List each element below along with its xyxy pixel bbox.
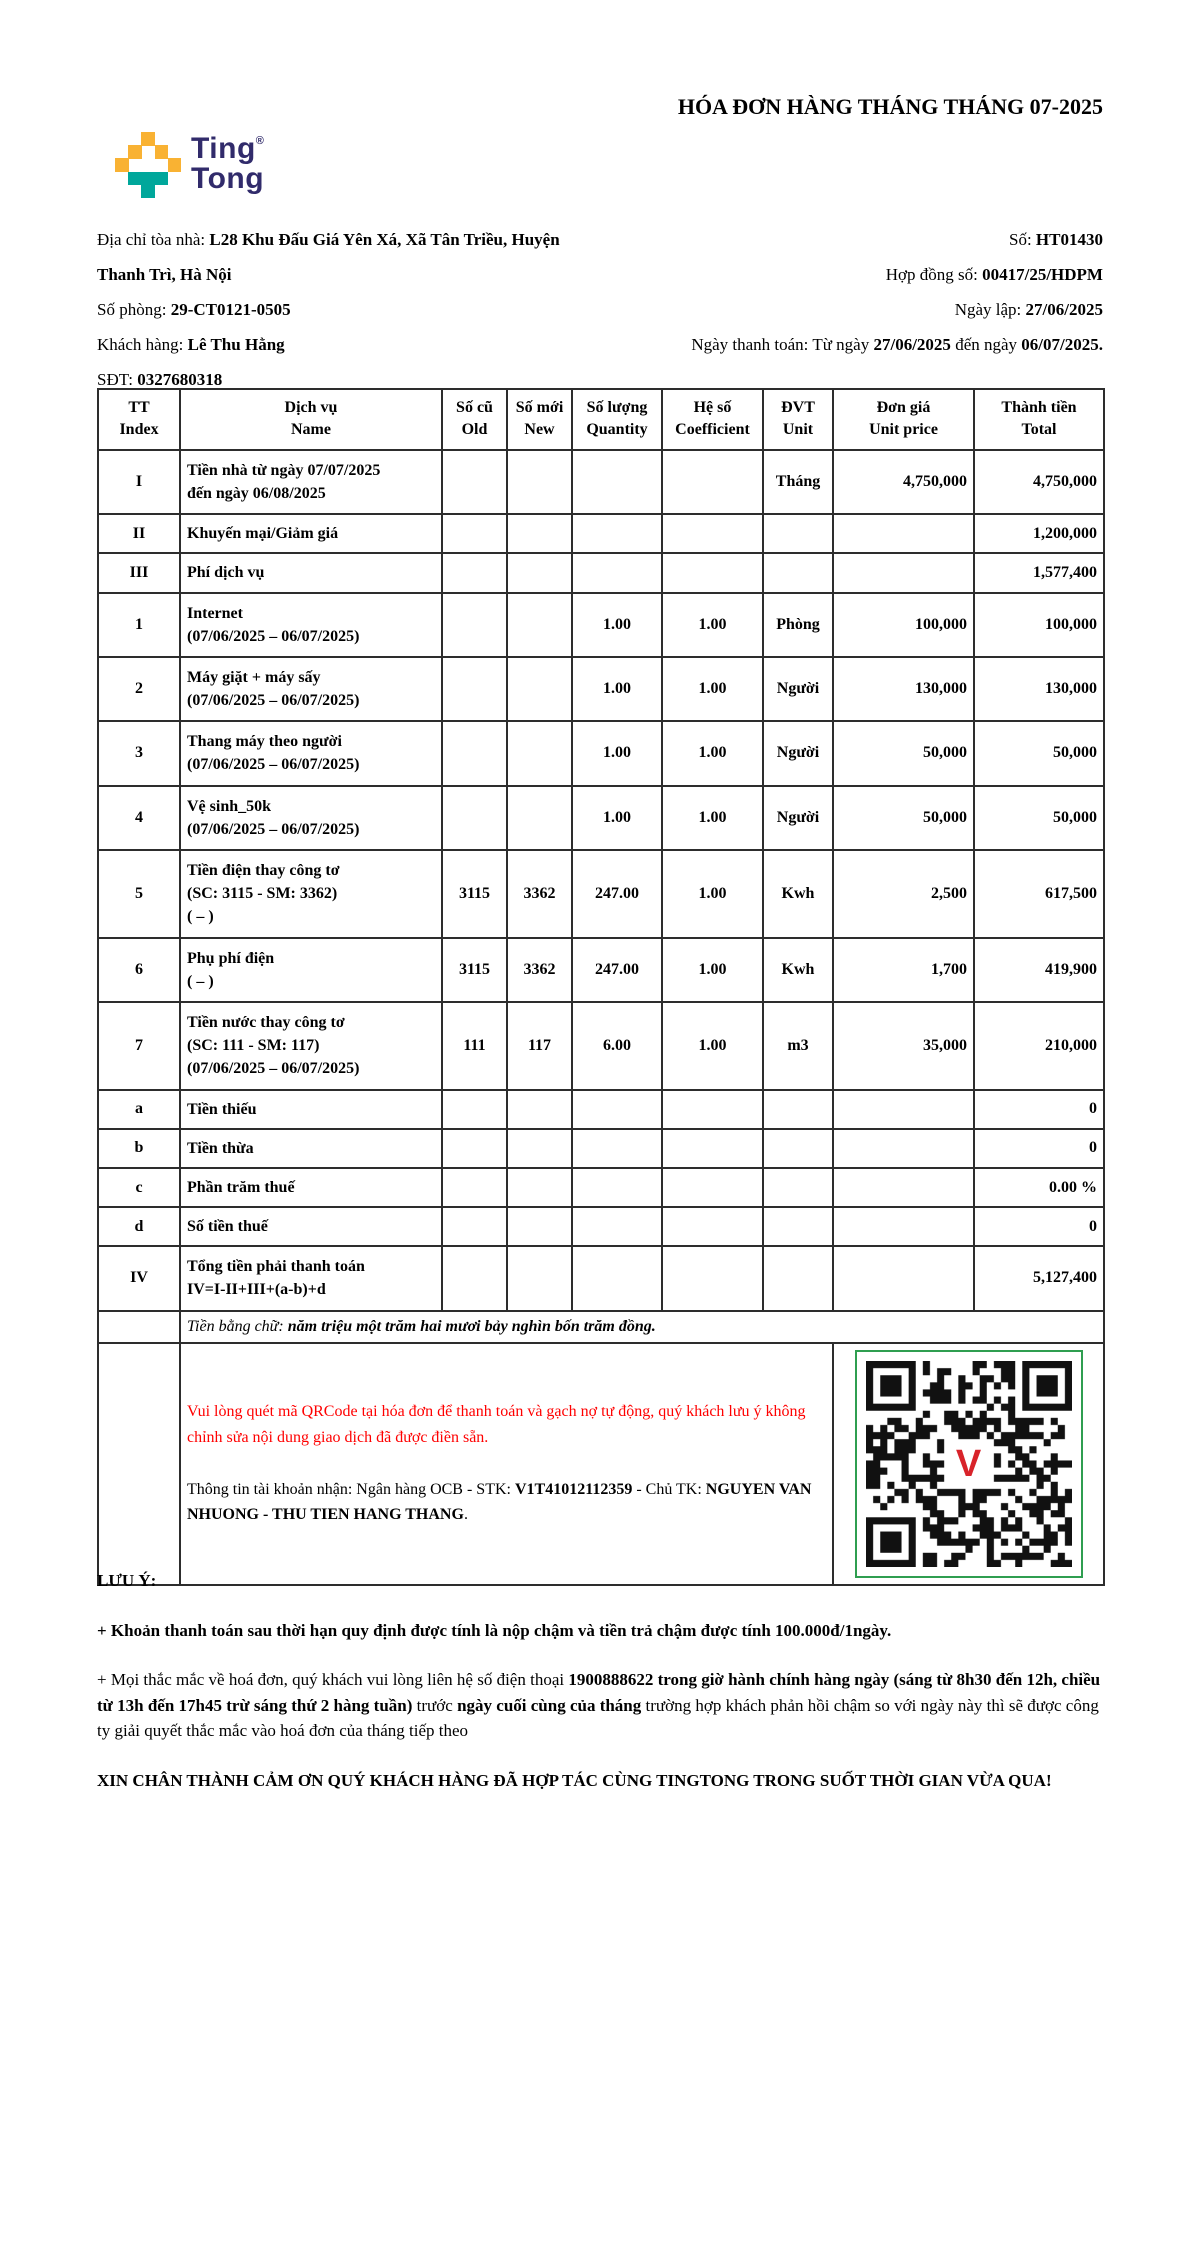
cell-unit: Phòng bbox=[763, 593, 833, 657]
payment-period: Ngày thanh toán: Từ ngày 27/06/2025 đến ngày 06/07/2025. bbox=[691, 335, 1103, 354]
cell-new bbox=[507, 1090, 572, 1129]
cell-price bbox=[833, 1129, 974, 1168]
invoice-table bbox=[97, 388, 1105, 1586]
invoice-table-rows bbox=[98, 450, 1104, 1311]
tingtong-logo-icon bbox=[115, 132, 181, 198]
issue-date: Ngày lập: 27/06/2025 bbox=[954, 300, 1103, 319]
cell-name: Tiền nhà từ ngày 07/07/2025 đến ngày 06/08/2025 bbox=[180, 450, 442, 514]
amount-in-words-label: Tiền bằng chữ: bbox=[187, 1317, 288, 1335]
table-row bbox=[98, 450, 1104, 514]
cell-name: Tổng tiền phải thanh toán IV=I-II+III+(a-b)+d bbox=[180, 1246, 442, 1310]
cell-name: Phần trăm thuế bbox=[180, 1168, 442, 1207]
table-row bbox=[98, 1090, 1104, 1129]
cell-unit bbox=[763, 553, 833, 592]
cell-price bbox=[833, 1246, 974, 1310]
cell-name: Máy giặt + máy sấy (07/06/2025 – 06/07/2025) bbox=[180, 657, 442, 721]
cell-name: Số tiền thuế bbox=[180, 1207, 442, 1246]
qr-instructions-cell bbox=[180, 1343, 833, 1585]
cell-tt: III bbox=[98, 553, 180, 592]
cell-name: Tiền thừa bbox=[180, 1129, 442, 1168]
column-header: ĐVT Unit bbox=[763, 389, 833, 450]
column-header: Thành tiền Total bbox=[974, 389, 1104, 450]
cell-coef bbox=[662, 1168, 763, 1207]
cell-old bbox=[442, 514, 507, 553]
cell-name: Tiền điện thay công tơ (SC: 3115 - SM: 3362) ( – ) bbox=[180, 850, 442, 938]
cell-tt: IV bbox=[98, 1246, 180, 1310]
cell-new: 3362 bbox=[507, 850, 572, 938]
qr-code-frame bbox=[855, 1350, 1083, 1578]
cell-qty bbox=[572, 1246, 662, 1310]
cell-new bbox=[507, 553, 572, 592]
table-header-row bbox=[98, 389, 1104, 450]
cell-qty bbox=[572, 514, 662, 553]
cell-coef: 1.00 bbox=[662, 657, 763, 721]
cell-total: 50,000 bbox=[974, 721, 1104, 785]
cell-old bbox=[442, 786, 507, 850]
column-header: Số lượng Quantity bbox=[572, 389, 662, 450]
cell-qty bbox=[572, 1207, 662, 1246]
cell-unit bbox=[763, 1168, 833, 1207]
cell-new bbox=[507, 1129, 572, 1168]
cell-name: Vệ sinh_50k (07/06/2025 – 06/07/2025) bbox=[180, 786, 442, 850]
cell-coef bbox=[662, 514, 763, 553]
cell-unit: Kwh bbox=[763, 938, 833, 1002]
cell-qty: 1.00 bbox=[572, 593, 662, 657]
building-address-line1: Địa chỉ tòa nhà: L28 Khu Đấu Giá Yên Xá, Xã Tân Triều, Huyện bbox=[97, 230, 560, 249]
thanks-message: XIN CHÂN THÀNH CẢM ƠN QUÝ KHÁCH HÀNG ĐÃ HỢP TÁC CÙNG TINGTONG TRONG SUỐT THỜI GIAN VỪA QUA! bbox=[97, 1770, 1052, 1790]
cell-old bbox=[442, 721, 507, 785]
cell-price: 2,500 bbox=[833, 850, 974, 938]
cell-new: 117 bbox=[507, 1002, 572, 1090]
cell-total: 130,000 bbox=[974, 657, 1104, 721]
cell-new bbox=[507, 1207, 572, 1246]
cell-coef bbox=[662, 1090, 763, 1129]
hotline-note: + Mọi thắc mắc về hoá đơn, quý khách vui lòng liên hệ số điện thoại 1900888622 trong giờ hành chính hàng ngày (sáng từ 8h30 đến 12h, chiều từ 13h đến 17h45 trừ sáng thứ 2 hàng tuần) trước ngày cuối cùng của tháng trường hợp khách phản hồi chậm so với ngày này thì sẽ được công ty giải quyết thắc mắc vào hoá đơn của tháng tiếp theo bbox=[97, 1670, 1105, 1740]
cell-qty bbox=[572, 450, 662, 514]
cell-tt: 3 bbox=[98, 721, 180, 785]
amount-in-words-row bbox=[98, 1311, 1104, 1343]
cell-coef bbox=[662, 1246, 763, 1310]
cell-new bbox=[507, 593, 572, 657]
logo-line1: Ting bbox=[191, 132, 256, 165]
cell-unit bbox=[763, 1207, 833, 1246]
cell-coef: 1.00 bbox=[662, 938, 763, 1002]
cell-tt: d bbox=[98, 1207, 180, 1246]
cell-old: 3115 bbox=[442, 850, 507, 938]
table-row bbox=[98, 850, 1104, 938]
cell-price: 4,750,000 bbox=[833, 450, 974, 514]
cell-name: Internet (07/06/2025 – 06/07/2025) bbox=[180, 593, 442, 657]
cell-coef: 1.00 bbox=[662, 786, 763, 850]
footer-notes bbox=[97, 1568, 1107, 1793]
cell-name: Thang máy theo người (07/06/2025 – 06/07/2025) bbox=[180, 721, 442, 785]
cell-price: 50,000 bbox=[833, 786, 974, 850]
table-row bbox=[98, 721, 1104, 785]
cell-total: 5,127,400 bbox=[974, 1246, 1104, 1310]
tingtong-logo-text bbox=[191, 126, 264, 194]
cell-coef bbox=[662, 1207, 763, 1246]
logo-line2: Tong bbox=[191, 162, 265, 195]
cell-unit: Người bbox=[763, 657, 833, 721]
cell-tt-empty bbox=[98, 1343, 180, 1585]
cell-tt: c bbox=[98, 1168, 180, 1207]
cell-price bbox=[833, 553, 974, 592]
table-row bbox=[98, 1168, 1104, 1207]
notes-title: LƯU Ý: bbox=[97, 1571, 157, 1590]
cell-unit: Tháng bbox=[763, 450, 833, 514]
table-row bbox=[98, 1002, 1104, 1090]
cell-old bbox=[442, 1207, 507, 1246]
cell-tt: 6 bbox=[98, 938, 180, 1002]
contract-number: Hợp đồng số: 00417/25/HDPM bbox=[885, 265, 1103, 284]
cell-unit bbox=[763, 514, 833, 553]
cell-old bbox=[442, 1129, 507, 1168]
cell-qty bbox=[572, 1129, 662, 1168]
cell-total: 210,000 bbox=[974, 1002, 1104, 1090]
column-header: Dịch vụ Name bbox=[180, 389, 442, 450]
table-row bbox=[98, 593, 1104, 657]
cell-tt: 7 bbox=[98, 1002, 180, 1090]
cell-tt: 4 bbox=[98, 786, 180, 850]
table-row bbox=[98, 514, 1104, 553]
table-row bbox=[98, 1246, 1104, 1310]
cell-unit: Kwh bbox=[763, 850, 833, 938]
invoice-table-special bbox=[98, 1311, 1104, 1585]
cell-total: 4,750,000 bbox=[974, 450, 1104, 514]
cell-price: 1,700 bbox=[833, 938, 974, 1002]
cell-new bbox=[507, 1168, 572, 1207]
cell-total: 1,577,400 bbox=[974, 553, 1104, 592]
cell-coef: 1.00 bbox=[662, 1002, 763, 1090]
cell-unit: m3 bbox=[763, 1002, 833, 1090]
table-row bbox=[98, 786, 1104, 850]
cell-qty bbox=[572, 553, 662, 592]
invoice-table-head bbox=[98, 389, 1104, 450]
cell-name: Tiền nước thay công tơ (SC: 111 - SM: 117) (07/06/2025 – 06/07/2025) bbox=[180, 1002, 442, 1090]
cell-total: 0.00 % bbox=[974, 1168, 1104, 1207]
cell-new bbox=[507, 786, 572, 850]
cell-old: 3115 bbox=[442, 938, 507, 1002]
room-number: Số phòng: 29-CT0121-0505 bbox=[97, 300, 291, 319]
cell-old: 111 bbox=[442, 1002, 507, 1090]
qr-warning-text: Vui lòng quét mã QRCode tại hóa đơn để thanh toán và gạch nợ tự động, quý khách lưu ý không chỉnh sửa nội dung giao dịch đã được điền sẵn. bbox=[187, 1403, 806, 1447]
bank-account-info: Thông tin tài khoản nhận: Ngân hàng OCB - STK: V1T41012112359 - Chủ TK: NGUYEN VAN NHUONG - THU TIEN HANG THANG. bbox=[187, 1480, 816, 1524]
cell-qty: 6.00 bbox=[572, 1002, 662, 1090]
vietqr-v-icon: V bbox=[946, 1441, 992, 1487]
cell-coef: 1.00 bbox=[662, 850, 763, 938]
cell-tt: b bbox=[98, 1129, 180, 1168]
cell-total: 0 bbox=[974, 1090, 1104, 1129]
cell-name: Phí dịch vụ bbox=[180, 553, 442, 592]
table-row bbox=[98, 1207, 1104, 1246]
cell-price: 100,000 bbox=[833, 593, 974, 657]
late-payment-note: + Khoản thanh toán sau thời hạn quy định được tính là nộp chậm và tiền trả chậm được tính 100.000đ/1ngày. bbox=[97, 1620, 892, 1640]
cell-price bbox=[833, 1207, 974, 1246]
cell-new: 3362 bbox=[507, 938, 572, 1002]
invoice-number: Số: HT01430 bbox=[1008, 230, 1103, 249]
cell-new bbox=[507, 657, 572, 721]
building-address-line2: Thanh Trì, Hà Nội bbox=[97, 265, 232, 284]
info-right bbox=[620, 222, 1103, 397]
cell-tt: a bbox=[98, 1090, 180, 1129]
column-header: Hệ số Coefficient bbox=[662, 389, 763, 450]
cell-coef bbox=[662, 1129, 763, 1168]
cell-coef bbox=[662, 553, 763, 592]
cell-old bbox=[442, 450, 507, 514]
cell-unit: Người bbox=[763, 721, 833, 785]
cell-price bbox=[833, 514, 974, 553]
cell-new bbox=[507, 450, 572, 514]
invoice-title: HÓA ĐƠN HÀNG THÁNG THÁNG 07-2025 bbox=[677, 94, 1103, 119]
customer-phone: SĐT: 0327680318 bbox=[97, 370, 223, 389]
cell-name: Khuyến mại/Giảm giá bbox=[180, 514, 442, 553]
cell-total: 50,000 bbox=[974, 786, 1104, 850]
cell-total: 419,900 bbox=[974, 938, 1104, 1002]
cell-tt: I bbox=[98, 450, 180, 514]
table-row bbox=[98, 657, 1104, 721]
column-header: Số cũ Old bbox=[442, 389, 507, 450]
invoice-info bbox=[97, 222, 1103, 397]
table-row bbox=[98, 553, 1104, 592]
cell-tt: II bbox=[98, 514, 180, 553]
cell-old bbox=[442, 657, 507, 721]
cell-qty bbox=[572, 1090, 662, 1129]
cell-coef bbox=[662, 450, 763, 514]
cell-tt: 1 bbox=[98, 593, 180, 657]
cell-total: 100,000 bbox=[974, 593, 1104, 657]
cell-tt: 2 bbox=[98, 657, 180, 721]
table-row bbox=[98, 1129, 1104, 1168]
cell-total: 0 bbox=[974, 1207, 1104, 1246]
cell-price: 50,000 bbox=[833, 721, 974, 785]
cell-price bbox=[833, 1090, 974, 1129]
cell-total: 1,200,000 bbox=[974, 514, 1104, 553]
cell-tt-empty bbox=[98, 1311, 180, 1343]
cell-coef: 1.00 bbox=[662, 721, 763, 785]
cell-coef: 1.00 bbox=[662, 593, 763, 657]
cell-price: 35,000 bbox=[833, 1002, 974, 1090]
registered-mark: ® bbox=[255, 135, 265, 147]
cell-qty: 1.00 bbox=[572, 657, 662, 721]
cell-price bbox=[833, 1168, 974, 1207]
column-header: Đơn giá Unit price bbox=[833, 389, 974, 450]
cell-total: 617,500 bbox=[974, 850, 1104, 938]
cell-qty bbox=[572, 1168, 662, 1207]
cell-price: 130,000 bbox=[833, 657, 974, 721]
info-left bbox=[97, 222, 620, 397]
column-header: Số mới New bbox=[507, 389, 572, 450]
cell-unit bbox=[763, 1090, 833, 1129]
qr-row bbox=[98, 1343, 1104, 1585]
qr-code-cell bbox=[833, 1343, 1104, 1585]
column-header: TT Index bbox=[98, 389, 180, 450]
cell-new bbox=[507, 1246, 572, 1310]
customer-name: Khách hàng: Lê Thu Hằng bbox=[97, 335, 285, 354]
cell-qty: 1.00 bbox=[572, 721, 662, 785]
cell-total: 0 bbox=[974, 1129, 1104, 1168]
cell-qty: 1.00 bbox=[572, 786, 662, 850]
cell-old bbox=[442, 593, 507, 657]
table-row bbox=[98, 938, 1104, 1002]
cell-unit: Người bbox=[763, 786, 833, 850]
cell-old bbox=[442, 553, 507, 592]
cell-unit bbox=[763, 1246, 833, 1310]
amount-in-words-cell bbox=[180, 1311, 1104, 1343]
cell-name: Phụ phí điện ( – ) bbox=[180, 938, 442, 1002]
cell-new bbox=[507, 514, 572, 553]
tingtong-logo bbox=[115, 126, 264, 198]
cell-name: Tiền thiếu bbox=[180, 1090, 442, 1129]
cell-new bbox=[507, 721, 572, 785]
amount-in-words-value: năm triệu một trăm hai mươi bảy nghìn bốn trăm đồng. bbox=[287, 1317, 656, 1335]
cell-old bbox=[442, 1168, 507, 1207]
cell-old bbox=[442, 1090, 507, 1129]
cell-old bbox=[442, 1246, 507, 1310]
cell-tt: 5 bbox=[98, 850, 180, 938]
cell-qty: 247.00 bbox=[572, 850, 662, 938]
cell-qty: 247.00 bbox=[572, 938, 662, 1002]
cell-unit bbox=[763, 1129, 833, 1168]
